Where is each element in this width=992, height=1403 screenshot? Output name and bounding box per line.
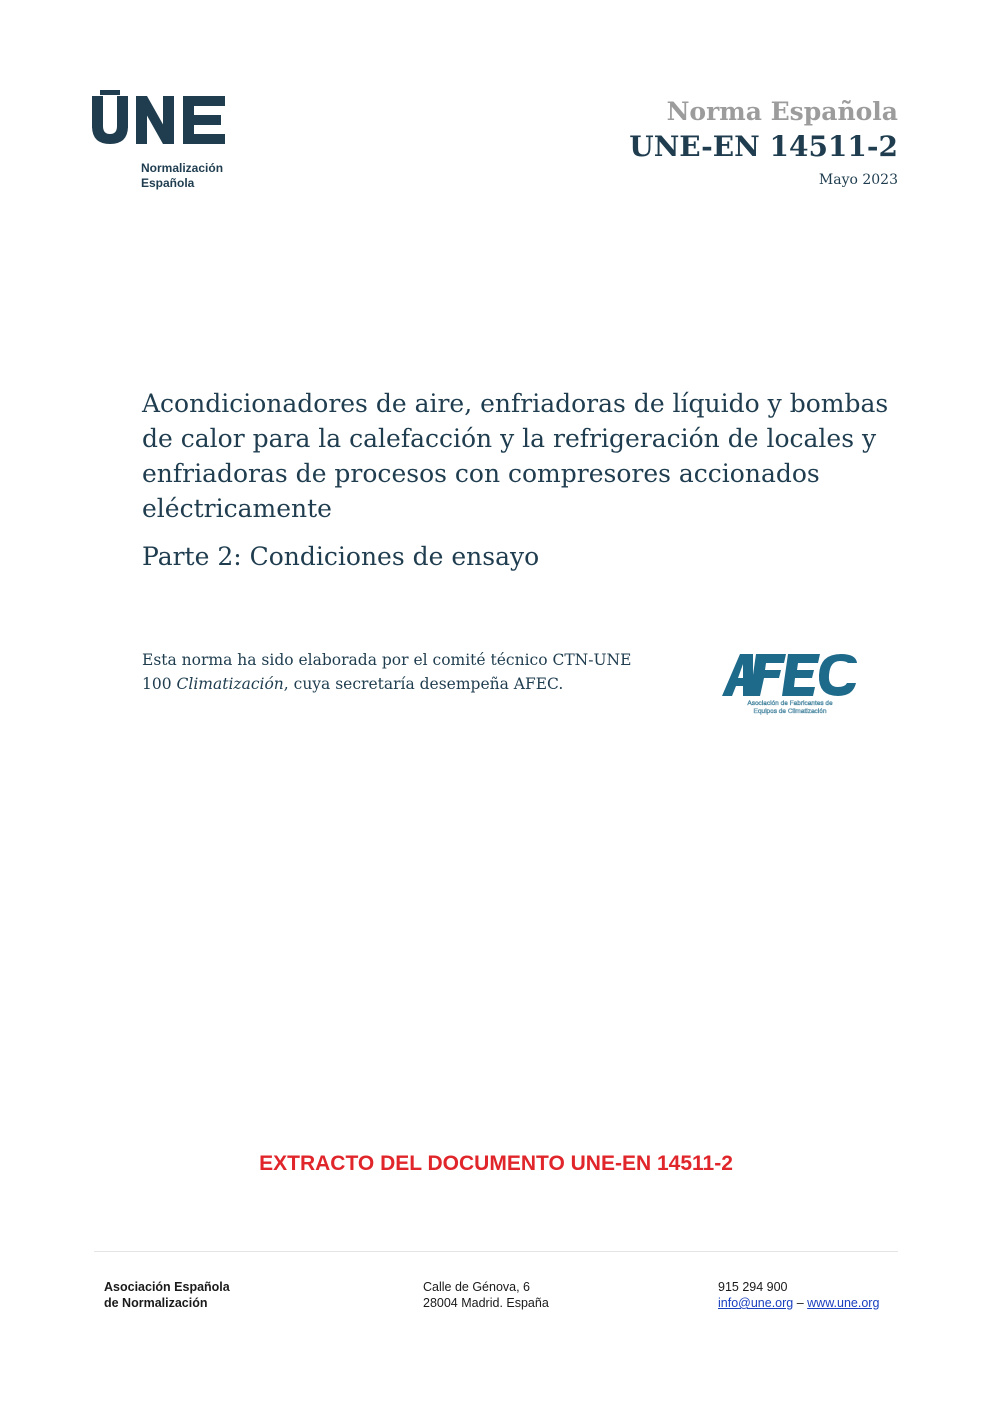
- website-link[interactable]: www.une.org: [807, 1296, 880, 1310]
- link-separator: –: [793, 1296, 808, 1310]
- standard-header: [629, 96, 898, 188]
- footer-org-line2: de Normalización: [104, 1296, 208, 1310]
- committee-text-after: , cuya secretaría desempeña AFEC.: [283, 675, 564, 693]
- une-logo-icon: [92, 90, 228, 146]
- standard-code: UNE-EN 14511-2: [629, 130, 898, 163]
- footer-org-line1: Asociación Española: [104, 1280, 230, 1294]
- une-logo-line2: Española: [141, 176, 195, 190]
- publication-date: Mayo 2023: [818, 172, 898, 188]
- extract-notice: EXTRACTO DEL DOCUMENTO UNE-EN 14511-2: [259, 1152, 733, 1175]
- afec-tagline-1: Asociación de Fabricantes de: [747, 700, 833, 707]
- email-link[interactable]: info@une.org: [718, 1296, 794, 1310]
- une-logo-subtitle: [141, 161, 223, 191]
- afec-tagline-2: Equipos de Climatización: [753, 708, 827, 715]
- une-logo-line1: Normalización: [141, 161, 224, 175]
- footer-divider: [94, 1251, 898, 1252]
- une-logo: [92, 90, 242, 200]
- document-subtitle: Parte 2: Condiciones de ensayo: [142, 542, 540, 571]
- document-title: Acondicionadores de aire, enfriadoras de líquido y bombas de calor para la calefacción y la refrigeración de locales y enfriadoras de procesos con compresores accionados eléctricamente: [142, 389, 889, 523]
- afec-logo: [720, 650, 860, 716]
- footer-address-line1: Calle de Génova, 6: [423, 1280, 531, 1294]
- committee-name: Climatización: [176, 675, 284, 693]
- footer-organization: [104, 1279, 230, 1311]
- standard-series: Norma Española: [666, 97, 898, 126]
- footer-address: [423, 1279, 549, 1311]
- footer-contact: [718, 1279, 879, 1311]
- footer-address-line2: 28004 Madrid. España: [423, 1296, 549, 1310]
- footer-links: [718, 1295, 879, 1311]
- footer-phone: 915 294 900: [718, 1280, 788, 1294]
- committee-statement: [142, 648, 662, 696]
- committee-text-before: Esta norma ha sido elaborada por el comité técnico CTN-UNE 100: [142, 651, 632, 693]
